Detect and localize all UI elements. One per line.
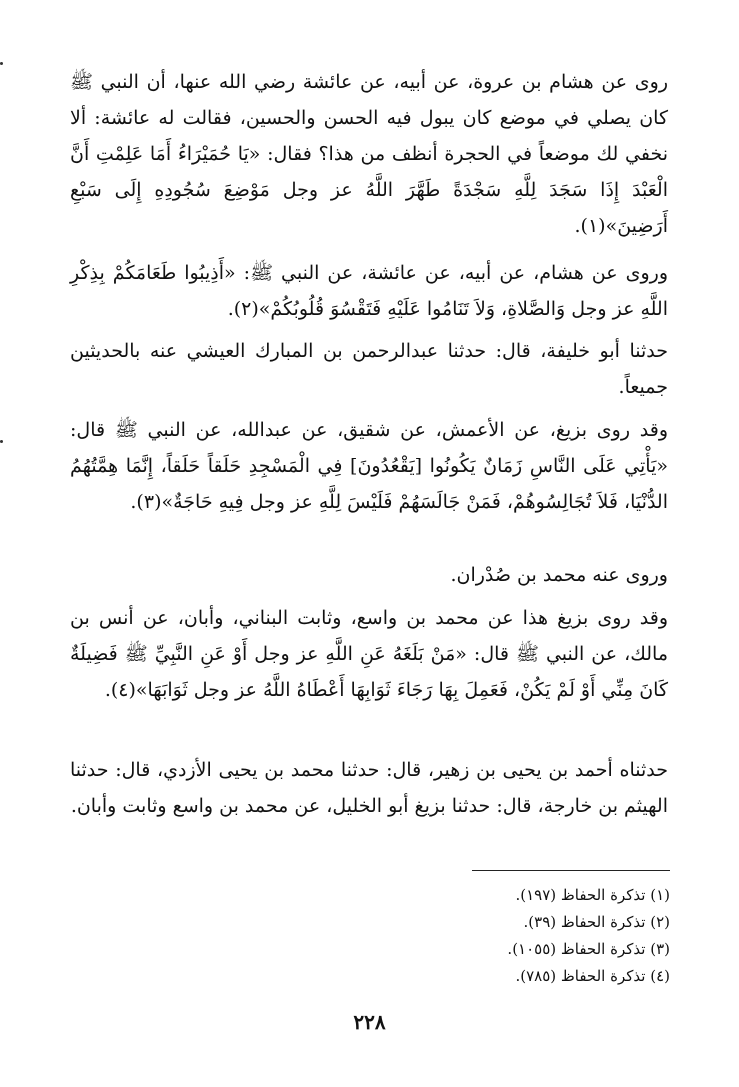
- body-paragraph-6: [70, 600, 668, 708]
- scan-mark: [0, 62, 3, 65]
- body-paragraph-2: [70, 255, 668, 327]
- body-paragraph-3: [70, 333, 668, 405]
- footnote-3: (٣) تذكرة الحفاظ (١٠٥٥).: [507, 940, 670, 958]
- paragraph-text: وقد روى بزيغ، عن الأعمش، عن شقيق، عن عبدالله، عن النبي ﷺ قال: «يَأْتِي عَلَى النَّاسِ زَمَانٌ يَكُونُوا [يَقْعُدُونَ] فِي الْمَسْجِدِ حَلَقاً حَلَقاً، إِنَّمَا هِمَّتُهُمُ الدُّنْيَا، فَلاَ تُجَالِسُوهُمْ، فَمَنْ جَالَسَهُمْ فَلَيْسَ لِلَّهِ عز وجل فِيهِ حَاجَةٌ»(٣).: [70, 419, 668, 513]
- body-paragraph-1: [70, 64, 668, 244]
- scan-mark: [0, 440, 3, 443]
- body-paragraph-7: [70, 752, 668, 824]
- paragraph-text: وقد روى بزيغ هذا عن محمد بن واسع، وثابت البناني، وأبان، عن أنس بن مالك، عن النبي ﷺ قال: «مَنْ بَلَغَهُ عَنِ اللَّهِ عز وجل أَوْ عَنِ النَّبِيِّ ﷺ فَضِيلَةٌ كَانَ مِنِّي أَوْ لَمْ يَكُنْ، فَعَمِلَ بِهَا رَجَاءَ ثَوَابِهَا أَعْطَاهُ اللَّهُ عز وجل ثَوَابَهَا»(٤).: [70, 607, 668, 701]
- paragraph-text: وروى عن هشام، عن أبيه، عن عائشة، عن النبي ﷺ: «أَذِيبُوا طَعَامَكُمْ بِذِكْرِ اللَّهِ عز وجل وَالصَّلاةِ، وَلاَ تَنَامُوا عَلَيْهِ فَتَقْسُوَ قُلُوبُكُمْ»(٢).: [70, 262, 668, 320]
- footnote-2: (٢) تذكرة الحفاظ (٣٩).: [523, 913, 670, 931]
- footnote-1: (١) تذكرة الحفاظ (١٩٧).: [515, 886, 670, 904]
- paragraph-text: وروى عنه محمد بن صُدْران.: [450, 564, 668, 586]
- body-paragraph-4: [70, 412, 668, 520]
- body-paragraph-5: [70, 557, 668, 593]
- paragraph-text: حدثنا أبو خليفة، قال: حدثنا عبدالرحمن بن المبارك العيشي عنه بالحديثين جميعاً.: [70, 340, 668, 398]
- footnote-divider: [472, 870, 670, 871]
- paragraph-text: روى عن هشام بن عروة، عن أبيه، عن عائشة رضي الله عنها، أن النبي ﷺ كان يصلي في موضع كان يبول فيه الحسن والحسين، فقالت له عائشة: ألا نخفي لك موضعاً في الحجرة أنظف من هذا؟ فقال: «يَا حُمَيْرَاءُ أَمَا عَلِمْتِ أَنَّ الْعَبْدَ إِذَا سَجَدَ لِلَّهِ سَجْدَةً طَهَّرَ اللَّهُ عز وجل مَوْضِعَ سُجُودِهِ إِلَى سَبْعِ أَرَضِينَ»(١).: [70, 71, 668, 237]
- page-number: ٢٢٨: [353, 1010, 386, 1034]
- footnote-4: (٤) تذكرة الحفاظ (٧٨٥).: [515, 967, 670, 985]
- paragraph-text: حدثناه أحمد بن يحيى بن زهير، قال: حدثنا محمد بن يحيى الأزدي، قال: حدثنا الهيثم بن خارجة، قال: حدثنا بزيغ أبو الخليل، عن محمد بن واسع وثابت وأبان.: [70, 759, 668, 817]
- footnotes: [440, 882, 670, 990]
